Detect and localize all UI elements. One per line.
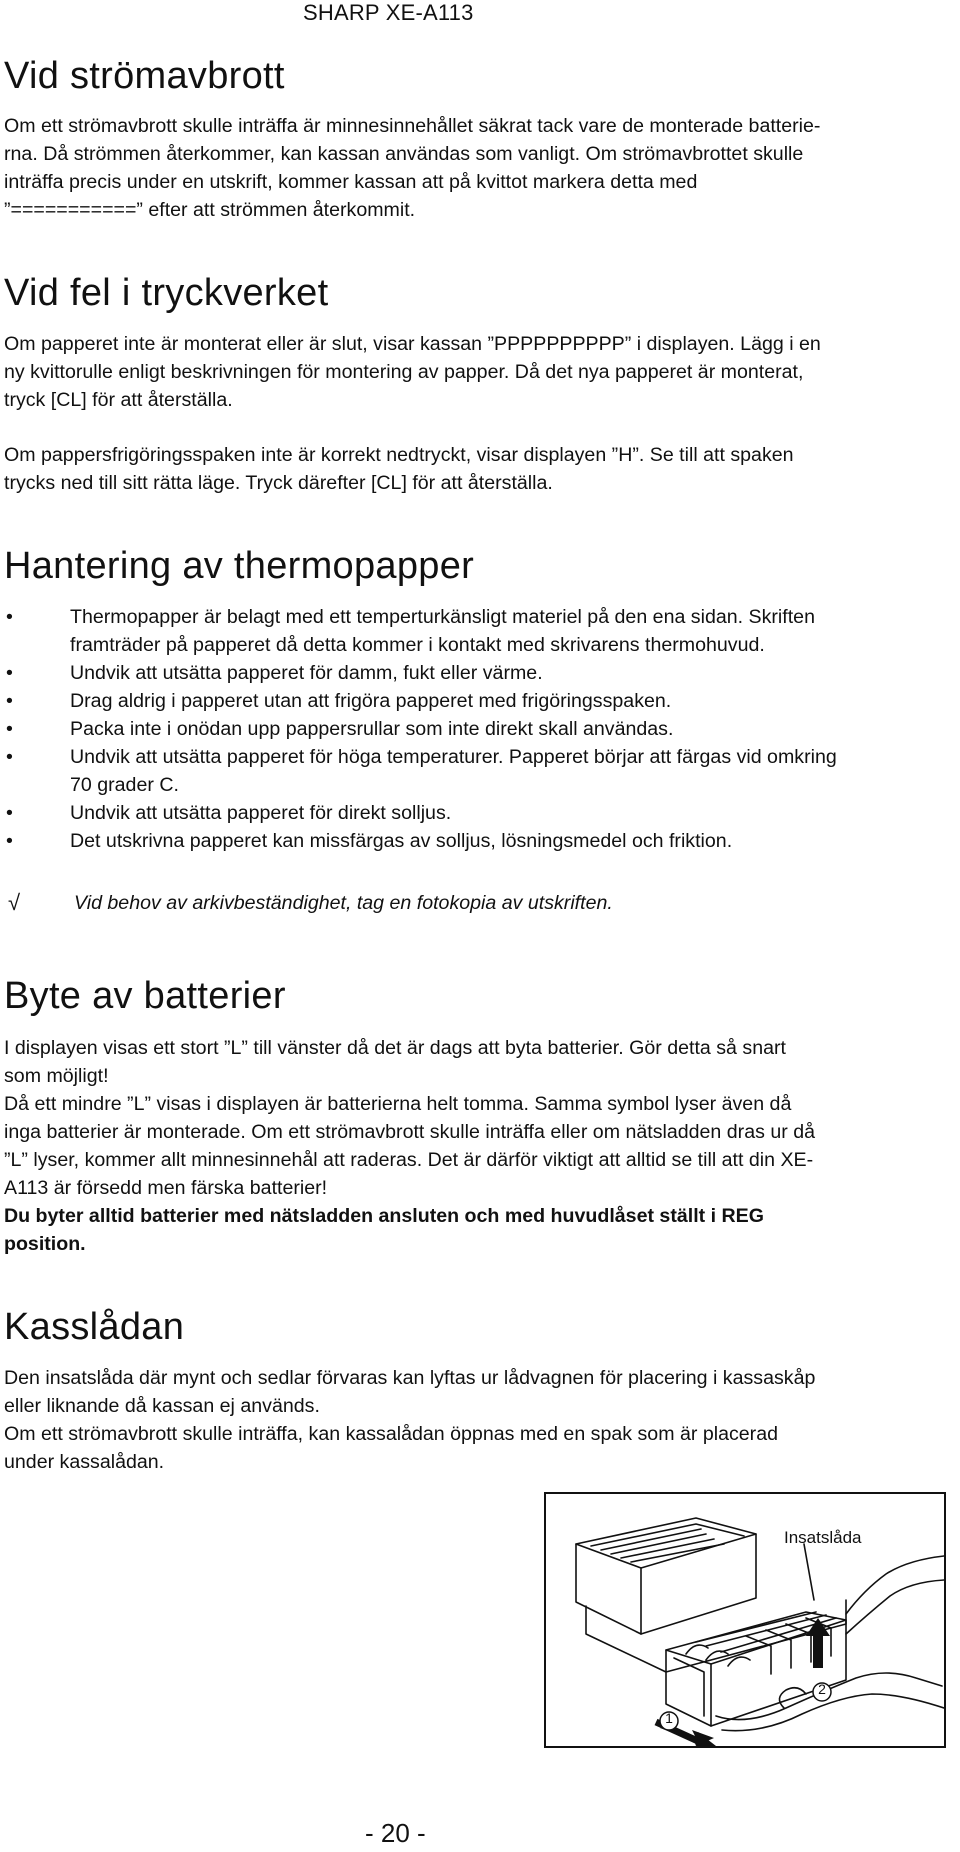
heading-thermal-paper: Hantering av thermopapper bbox=[4, 545, 475, 587]
list-item bbox=[4, 715, 944, 743]
drawer-drawing bbox=[546, 1494, 944, 1746]
text-line: ”===========” efter att strömmen återkommit. bbox=[4, 199, 416, 221]
text-line: Den insatslåda där mynt och sedlar förvaras kan lyftas ur lådvagnen för placering i kassaskåp bbox=[4, 1367, 816, 1389]
list-item bbox=[4, 799, 944, 827]
bullet-icon: • bbox=[6, 690, 13, 712]
text-line: inträffa precis under en utskrift, kommer kassan att på kvittot markera detta med bbox=[4, 171, 698, 193]
text-line: som möjligt! bbox=[4, 1065, 109, 1087]
note-text: Vid behov av arkivbeständighet, tag en fotokopia av utskriften. bbox=[74, 892, 613, 914]
text-line: position. bbox=[4, 1233, 86, 1255]
list-item bbox=[4, 603, 944, 659]
text-line: inga batterier är monterade. Om ett strömavbrott skulle inträffa eller om nätsladden dras ur då bbox=[4, 1121, 815, 1143]
text-line: Då ett mindre ”L” visas i displayen är batterierna helt tomma. Samma symbol lyser även då bbox=[4, 1093, 792, 1115]
heading-battery: Byte av batterier bbox=[4, 975, 286, 1017]
heading-power-failure: Vid strömavbrott bbox=[4, 55, 285, 97]
list-item bbox=[4, 687, 944, 715]
document-header: SHARP XE-A113 bbox=[303, 0, 474, 25]
text-line: Thermopapper är belagt med ett temperturkänsligt materiel på den ena sidan. Skriften bbox=[70, 606, 815, 628]
bullet-icon: • bbox=[6, 746, 13, 768]
paragraph-battery-warning bbox=[4, 1202, 939, 1258]
text-line: Du byter alltid batterier med nätsladden ansluten och med huvudlåset ställt i REG bbox=[4, 1205, 764, 1227]
heading-printer-error: Vid fel i tryckverket bbox=[4, 272, 329, 314]
paragraph-cash-drawer bbox=[4, 1364, 939, 1476]
thermal-paper-list bbox=[4, 603, 944, 855]
text-line: Om ett strömavbrott skulle inträffa är minnesinnehållet säkrat tack vare de monterade batterie- bbox=[4, 115, 821, 137]
cash-drawer-illustration bbox=[544, 1492, 946, 1748]
list-item bbox=[4, 743, 944, 799]
text-line: Om papperet inte är monterat eller är slut, visar kassan ”PPPPPPPPPP” i displayen. Lägg i en bbox=[4, 333, 821, 355]
step-one-label: 1 bbox=[665, 1710, 673, 1726]
bullet-icon: • bbox=[6, 802, 13, 824]
text-line: framträder på papperet då detta kommer i kontakt med skrivarens thermohuvud. bbox=[70, 634, 765, 656]
paragraph-printer-paper bbox=[4, 330, 939, 414]
text-line: 70 grader C. bbox=[70, 774, 179, 796]
bullet-icon: • bbox=[6, 606, 13, 628]
figure-label: Insatslåda bbox=[784, 1528, 862, 1547]
page-number: - 20 - bbox=[365, 1818, 426, 1848]
text-line: Drag aldrig i papperet utan att frigöra papperet med frigöringsspaken. bbox=[70, 690, 672, 712]
text-line: I displayen visas ett stort ”L” till vänster då det är dags att byta batterier. Gör detta så snart bbox=[4, 1037, 786, 1059]
text-line: tryck [CL] för att återställa. bbox=[4, 389, 233, 411]
paragraph-battery bbox=[4, 1034, 939, 1202]
text-line: Det utskrivna papperet kan missfärgas av solljus, lösningsmedel och friktion. bbox=[70, 830, 733, 852]
paragraph-printer-lever bbox=[4, 441, 939, 497]
text-line: Undvik att utsätta papperet för höga temperaturer. Papperet börjar att färgas vid omkring bbox=[70, 746, 837, 768]
text-line: Om pappersfrigöringsspaken inte är korrekt nedtryckt, visar displayen ”H”. Se till att spaken bbox=[4, 444, 794, 466]
text-line: A113 är försedd men färska batterier! bbox=[4, 1177, 328, 1199]
text-line: ny kvittorulle enligt beskrivningen för montering av papper. Då det nya papperet är monterat, bbox=[4, 361, 804, 383]
text-line: Undvik att utsätta papperet för damm, fukt eller värme. bbox=[70, 662, 543, 684]
text-line: eller liknande då kassan ej används. bbox=[4, 1395, 320, 1417]
text-line: Packa inte i onödan upp pappersrullar som inte direkt skall användas. bbox=[70, 718, 674, 740]
text-line: Om ett strömavbrott skulle inträffa, kan kassalådan öppnas med en spak som är placerad bbox=[4, 1423, 778, 1445]
text-line: trycks ned till sitt rätta läge. Tryck därefter [CL] för att återställa. bbox=[4, 472, 553, 494]
text-line: Undvik att utsätta papperet för direkt solljus. bbox=[70, 802, 452, 824]
step-two-label: 2 bbox=[818, 1681, 826, 1697]
list-item bbox=[4, 659, 944, 687]
check-icon: √ bbox=[8, 890, 21, 915]
bullet-icon: • bbox=[6, 830, 13, 852]
list-item bbox=[4, 827, 944, 855]
text-line: under kassalådan. bbox=[4, 1451, 165, 1473]
text-line: ”L” lyser, kommer allt minnesinnehål att raderas. Det är därför viktigt att alltid se till att din XE- bbox=[4, 1149, 814, 1171]
bullet-icon: • bbox=[6, 718, 13, 740]
paragraph-power-failure bbox=[4, 112, 939, 224]
heading-cash-drawer: Kasslådan bbox=[4, 1306, 185, 1348]
text-line: rna. Då strömmen återkommer, kan kassan användas som vanligt. Om strömavbrottet skulle bbox=[4, 143, 804, 165]
bullet-icon: • bbox=[6, 662, 13, 684]
